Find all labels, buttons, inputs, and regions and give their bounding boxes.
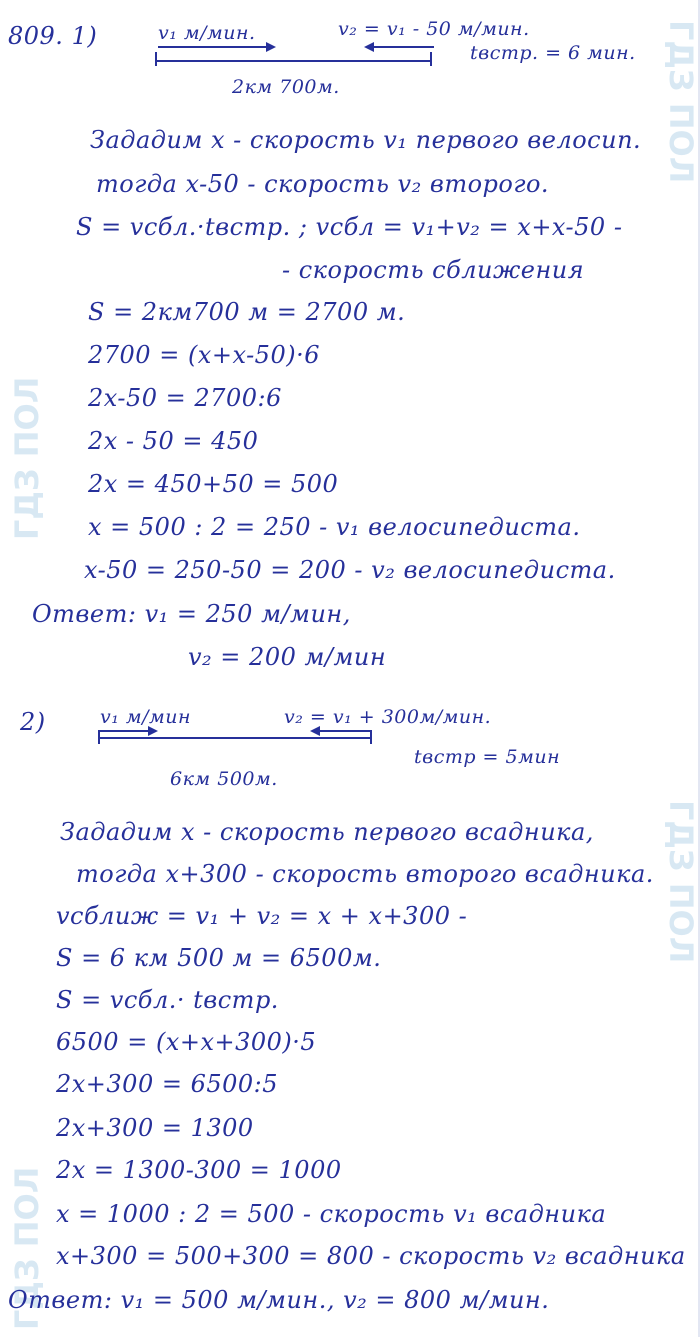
- watermark: ГДЗ ПОЛ: [8, 1166, 46, 1330]
- watermark: ГДЗ ПОЛ: [662, 800, 700, 964]
- solution-line: 2x+300 = 6500:5: [56, 1070, 279, 1098]
- arrow-right: [158, 46, 268, 48]
- distance-segment: [155, 60, 430, 62]
- v2-label: v₂ = v₁ + 300м/мин.: [284, 706, 492, 728]
- solution-line: - скорость сближения: [282, 256, 585, 284]
- problem-number: 809. 1): [8, 22, 98, 50]
- v2-label: v₂ = v₁ - 50 м/мин.: [338, 18, 530, 40]
- distance-label: 2км 700м.: [232, 76, 340, 98]
- arrowhead-right-icon: [266, 42, 276, 52]
- segment-tick: [98, 730, 100, 744]
- arrowhead-right-icon: [148, 726, 158, 736]
- solution-line: vсближ = v₁ + v₂ = x + x+300 -: [56, 902, 468, 930]
- solution-line: тогда x+300 - скорость второго всадника.: [76, 860, 654, 888]
- segment-tick: [430, 52, 432, 66]
- distance-segment: [98, 737, 370, 739]
- solution-line: S = vсбл.·tвстр. ; vсбл = v₁+v₂ = x+x-50 -: [76, 213, 623, 241]
- segment-tick: [370, 730, 372, 744]
- solution-line: S = 6 км 500 м = 6500м.: [56, 944, 382, 972]
- arrow-right: [100, 730, 150, 732]
- segment-tick: [155, 52, 157, 66]
- meeting-time-label: tвстр = 5мин: [414, 746, 561, 768]
- distance-label: 6км 500м.: [170, 768, 278, 790]
- solution-line: S = 2км700 м = 2700 м.: [88, 298, 406, 326]
- solution-line: 6500 = (x+x+300)·5: [56, 1028, 317, 1056]
- solution-line: Зададим x - скорость первого всадника,: [60, 818, 594, 846]
- arrow-left: [318, 730, 370, 732]
- solution-line: Зададим x - скорость v₁ первого велосип.: [90, 126, 642, 154]
- solution-line: 2x = 1300-300 = 1000: [56, 1156, 342, 1184]
- solution-line: 2x+300 = 1300: [56, 1114, 254, 1142]
- answer-line: v₂ = 200 м/мин: [188, 643, 387, 671]
- v1-label: v₁ м/мин.: [158, 22, 256, 44]
- answer-line: Ответ: v₁ = 250 м/мин,: [32, 600, 351, 628]
- solution-line: 2x - 50 = 450: [88, 427, 259, 455]
- solution-line: S = vсбл.· tвстр.: [56, 986, 279, 1014]
- answer-line: Ответ: v₁ = 500 м/мин., v₂ = 800 м/мин.: [8, 1286, 550, 1314]
- solution-line: x = 1000 : 2 = 500 - скорость v₁ всадника: [56, 1200, 607, 1228]
- arrow-left: [372, 46, 434, 48]
- solution-line: 2x = 450+50 = 500: [88, 470, 339, 498]
- solution-line: 2700 = (x+x-50)·6: [88, 341, 320, 369]
- problem-number: 2): [20, 708, 46, 736]
- solution-line: 2x-50 = 2700:6: [88, 384, 282, 412]
- watermark: ГДЗ ПОЛ: [662, 20, 700, 184]
- arrowhead-left-icon: [310, 726, 320, 736]
- v1-label: v₁ м/мин: [100, 706, 192, 728]
- solution-line: x+300 = 500+300 = 800 - скорость v₂ всадника: [56, 1242, 686, 1270]
- arrowhead-left-icon: [364, 42, 374, 52]
- solution-line: тогда x-50 - скорость v₂ второго.: [96, 170, 550, 198]
- solution-line: x = 500 : 2 = 250 - v₁ велосипедиста.: [88, 513, 581, 541]
- solution-line: x-50 = 250-50 = 200 - v₂ велосипедиста.: [84, 556, 616, 584]
- meeting-time-label: tвстр. = 6 мин.: [470, 42, 636, 64]
- watermark: ГДЗ ПОЛ: [8, 376, 46, 540]
